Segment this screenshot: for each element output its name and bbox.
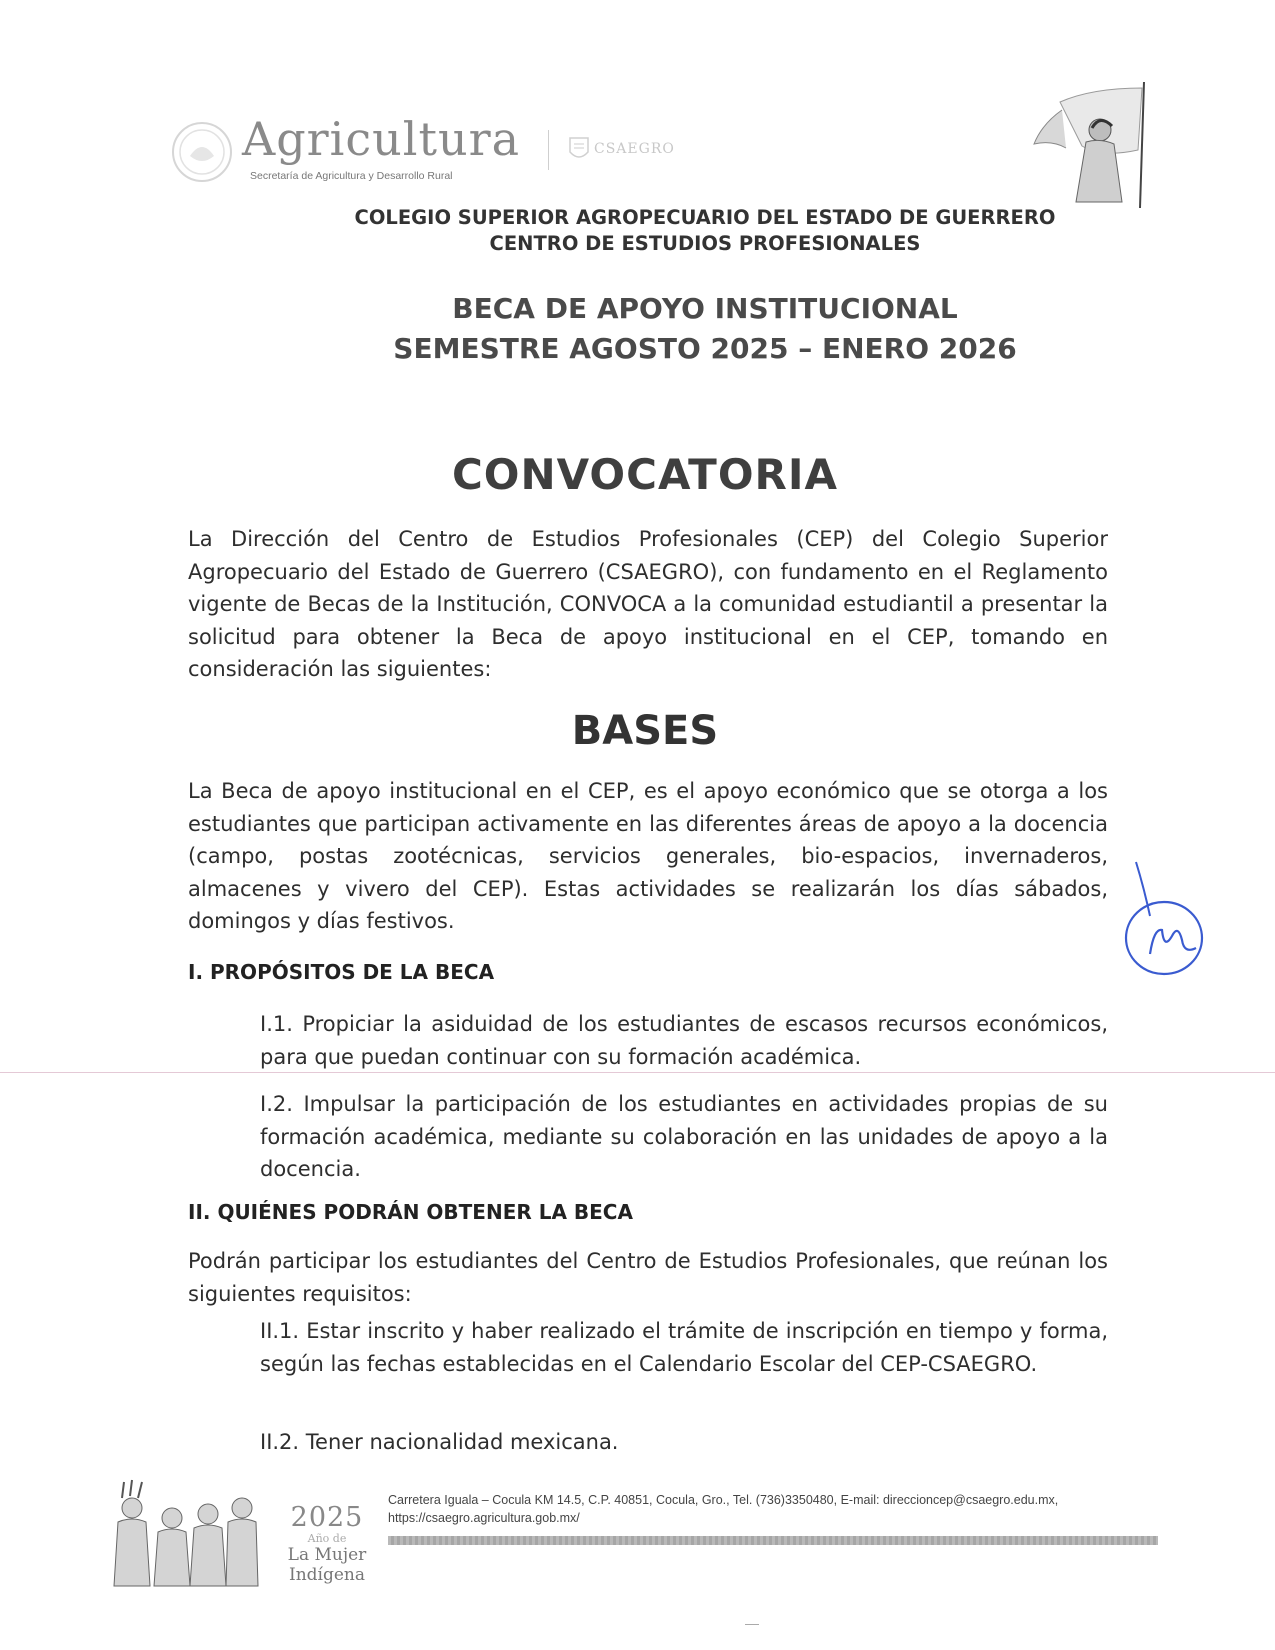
- footer-url[interactable]: https://csaegro.agricultura.gob.mx/: [388, 1511, 580, 1525]
- scan-artifact-line: [0, 1072, 1275, 1073]
- convocatoria-heading: CONVOCATORIA: [451, 450, 839, 499]
- logo-divider: [548, 130, 549, 170]
- section-heading-eligibility: II. QUIÉNES PODRÁN OBTENER LA BECA: [188, 1200, 633, 1224]
- csaegro-mark-icon: [568, 136, 590, 162]
- footer-decorative-bar: [388, 1536, 1158, 1545]
- purpose-item: I.2. Impulsar la participación de los estudiantes en actividades propias de su formación académica, mediante su colaboración en las unidades de apoyo a la docencia.: [260, 1092, 1108, 1181]
- csaegro-logo: [568, 136, 675, 162]
- semester-title: SEMESTRE AGOSTO 2025 – ENERO 2026: [393, 332, 1017, 365]
- purpose-item: I.1. Propiciar la asiduidad de los estudiantes de escasos recursos económicos, para que puedan continuar con su formación académica.: [260, 1012, 1108, 1069]
- year-caption: Año de: [307, 1532, 347, 1545]
- convocatoria-paragraph: La Dirección del Centro de Estudios Profesionales (CEP) del Colegio Superior Agropecuario del Estado de Guerrero (CSAEGRO), con fundamento en el Reglamento vigente de Becas de la Institución, CONVOCA a la comunidad estudiantil a presentar la solicitud para obtener la Beca de apoyo institucional en el CEP, tomando en consideración las siguientes:: [188, 527, 1108, 681]
- requirement-item: II.1. Estar inscrito y haber realizado el trámite de inscripción en tiempo y forma, según las fechas establecidas en el Calendario Escolar del CEP-CSAEGRO.: [260, 1319, 1108, 1376]
- agency-subtitle: Secretaría de Agricultura y Desarrollo Rural: [250, 170, 453, 182]
- institution-name: COLEGIO SUPERIOR AGROPECUARIO DEL ESTADO DE GUERRERO: [354, 206, 1056, 229]
- institution-center: CENTRO DE ESTUDIOS PROFESIONALES: [489, 232, 921, 255]
- agricultura-logo: [170, 112, 730, 192]
- bases-heading: BASES: [571, 708, 719, 754]
- flag-heroine-icon: [1022, 80, 1157, 210]
- year-number: 2025: [290, 1502, 364, 1533]
- bases-paragraph: La Beca de apoyo institucional en el CEP, es el apoyo económico que se otorga a los estudiantes que participan activamente en las diferentes áreas de apoyo a la docencia (campo, postas zootécnicas, servicios generales, bio-espacios, invernaderos, almacenes y vivero del CEP). Estas actividades se realizarán los días sábados, domingos y días festivos.: [188, 779, 1108, 933]
- indigenous-women-illustration: [110, 1478, 260, 1588]
- eligibility-intro: Podrán participar los estudiantes del Centro de Estudios Profesionales, que reúnan los siguientes requisitos:: [188, 1249, 1108, 1306]
- requirement-item: II.2. Tener nacionalidad mexicana.: [260, 1430, 619, 1454]
- footer-contact: [388, 1491, 1108, 1527]
- agency-wordmark: Agricultura: [242, 112, 520, 166]
- section-heading-purposes: I. PROPÓSITOS DE LA BECA: [188, 960, 495, 984]
- year-title-line1: La Mujer: [287, 1545, 367, 1565]
- year-title-line2: Indígena: [288, 1565, 365, 1585]
- scan-artifact-tick: [745, 1624, 759, 1625]
- mexico-seal-icon: [170, 120, 234, 184]
- csaegro-text: CSAEGRO: [594, 141, 675, 157]
- scholarship-title: BECA DE APOYO INSTITUCIONAL: [452, 292, 958, 325]
- signature-mark: [1122, 858, 1212, 988]
- year-emblem: [282, 1503, 372, 1585]
- footer-address: Carretera Iguala – Cocula KM 14.5, C.P. 40851, Cocula, Gro., Tel. (736)3350480, E-mail: direccioncep@csaegro.edu.mx,: [388, 1493, 1059, 1507]
